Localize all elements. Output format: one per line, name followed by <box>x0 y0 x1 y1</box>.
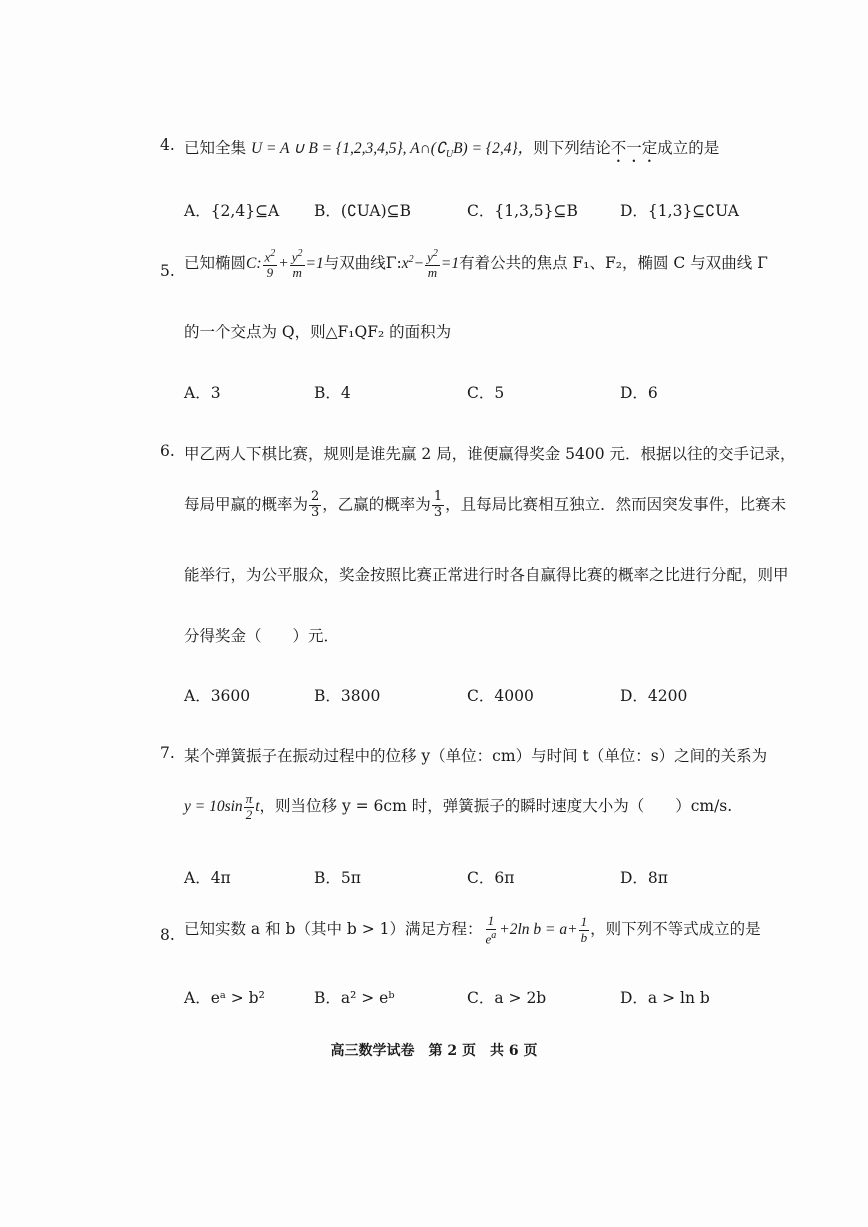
hyperbola-equation: $x^2-$ $\frac{y^2}{m}$ =1 <box>401 248 460 281</box>
option-a: A．4π <box>184 869 231 887</box>
fraction-one-third: $\frac{1}{3}$ <box>433 489 443 520</box>
displacement-formula: y = 10sin $\frac{\pi}{2}$ t <box>184 791 260 822</box>
option-c: C．a > 2b <box>467 989 547 1007</box>
question-stem-line-3: 能举行，为公平服众，奖金按照比赛正常进行时各自赢得比赛的概率之比进行分配，则甲 <box>184 566 789 584</box>
question-stem-line-2: 每局甲赢的概率为 $\frac{2}{3}$ ，乙赢的概率为 $\frac{1}{3}$ ，且每局比赛相互独立．然而因突发事件，比赛未 <box>184 489 787 520</box>
option-b: B．a² > eᵇ <box>314 989 395 1007</box>
option-d: D．{1,3}⊆∁UA <box>620 202 739 220</box>
question-stem-line-4: 分得奖金（ ）元． <box>184 627 340 645</box>
option-d: D．4200 <box>620 687 688 705</box>
option-a: A．{2,4}⊆A <box>184 202 280 220</box>
option-a: A．3 <box>184 384 221 402</box>
option-d: D．8π <box>620 869 668 887</box>
question-stem: 已知全集 U = A ∪ B = {1,2,3,4,5}, $A\cap(∁_UB) = \{2,4\}$，则下列结论不一定成立的是 <box>184 139 720 161</box>
option-d: D．a > ln b <box>620 989 710 1007</box>
question-stem-line-2: 的一个交点为 Q，则△F₁QF₂ 的面积为 <box>184 323 452 341</box>
option-b: B．5π <box>314 869 361 887</box>
option-b: B．4 <box>314 384 351 402</box>
option-a: A．eᵃ > b² <box>184 989 265 1007</box>
question-number: 4. <box>160 136 175 154</box>
option-c: C．5 <box>467 384 505 402</box>
fraction-two-thirds: $\frac{2}{3}$ <box>311 489 320 520</box>
option-b: B．(∁UA)⊆B <box>314 202 412 220</box>
question-number: 8. <box>160 926 175 944</box>
option-b: B．3800 <box>314 687 381 705</box>
option-c: C．6π <box>467 869 515 887</box>
option-c: C．{1,3,5}⊆B <box>467 202 578 220</box>
option-a: A．3600 <box>184 687 251 705</box>
question-stem-line-1: 甲乙两人下棋比赛，规则是谁先赢 2 局，谁便赢得奖金 5400 元．根据以往的交手记录， <box>184 445 796 463</box>
option-d: D．6 <box>620 384 658 402</box>
question-number: 5. <box>160 262 175 280</box>
question-number: 6. <box>160 442 175 460</box>
question-stem-line-1: 某个弹簧振子在振动过程中的位移 y（单位：cm）与时间 t（单位：s）之间的关系为 <box>184 747 768 765</box>
page-footer: 高三数学试卷 第 2 页 共 6 页 <box>330 1043 538 1059</box>
question-stem-line-1: 已知实数 a 和 b（其中 b > 1）满足方程： $\frac{1}{e^a}$ +2ln b = a+ $\frac{1}{b}$ ，则下列不等式成立的是 <box>184 913 761 947</box>
ellipse-equation: C: $\frac{x^2}{9}$ + $\frac{y^2}{m}$ =1 <box>246 248 324 281</box>
emphasis-text: 不一定 <box>610 139 658 157</box>
question-stem-line-2: y = 10sin $\frac{\pi}{2}$ t，则当位移 y = 6cm 时，弹簧振子的瞬时速度大小为（ ）cm/s. <box>184 791 733 822</box>
equation: $\frac{1}{e^a}$ +2ln b = a+ $\frac{1}{b}$ <box>485 913 588 947</box>
question-stem-line-1: 已知椭圆C: $\frac{x^2}{9}$ + $\frac{y^2}{m}$ =1与双曲线$\Gamma:x^2-$ $\frac{y^2}{m}$ =1有着公共的焦点 F₁、F₂，椭圆 C 与双曲线 Γ <box>184 248 768 281</box>
option-c: C．4000 <box>467 687 534 705</box>
question-number: 7. <box>160 744 175 762</box>
